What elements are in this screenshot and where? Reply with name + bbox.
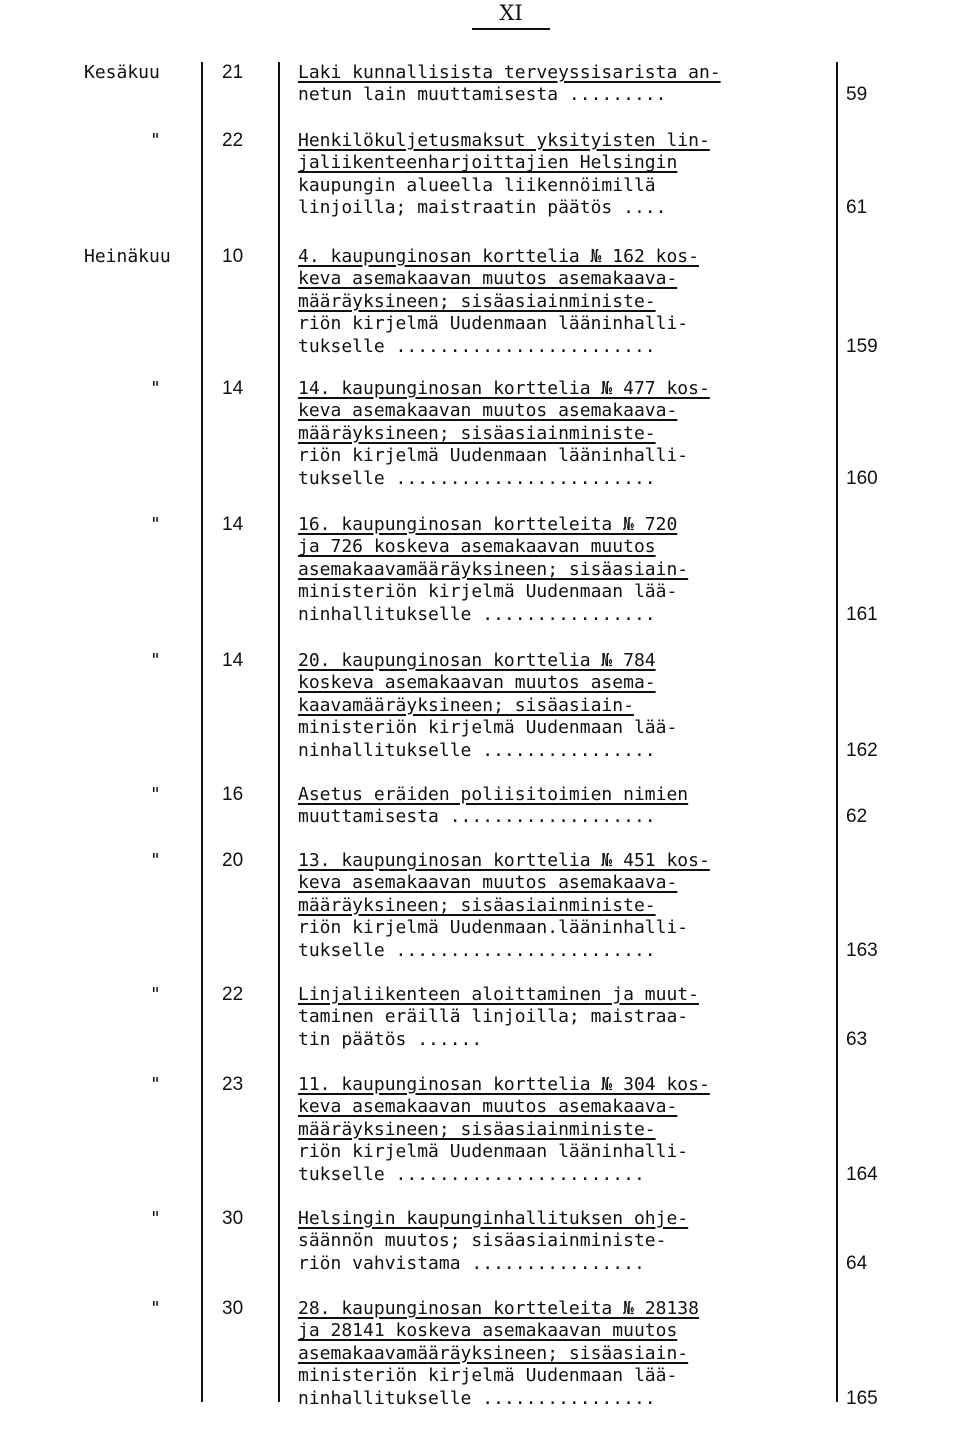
entry-page-number: 159 [846,335,878,357]
entry-month: " [150,984,161,1005]
entry-title-line: 28. kaupunginosan kortteleita № 28138 [298,1298,699,1319]
entry-title-line: 16. kaupunginosan kortteleita № 720 [298,514,678,535]
entry-title [298,984,828,1051]
entry-title-line: riön vahvistama ................ [298,1252,645,1274]
entry-title-line: riön kirjelmä Uudenmaan.lääninhalli- [298,917,689,939]
entry-title-line: keva asemakaavan muutos asemakaava- [298,400,678,422]
entry-title-line: kaupungin alueella liikennöimillä [298,174,656,196]
entry-title [298,784,828,829]
entry-title [298,130,828,220]
entry-title [298,514,828,626]
entry-title-line: tukselle ........................ [298,335,656,357]
entry-title [298,1208,828,1275]
entry-month: " [150,784,161,805]
column-rule-middle [278,62,280,1402]
entry-day: 22 [222,130,244,151]
entry-title [298,246,828,358]
entry-title-line: Helsingin kaupunginhallituksen ohje- [298,1208,689,1229]
entry-month: Heinäkuu [84,246,171,267]
entry-month: " [150,1208,161,1229]
entry-title-line: riön kirjelmä Uudenmaan lääninhalli- [298,445,689,467]
entry-day: 30 [222,1208,244,1229]
entry-title-line: riön kirjelmä Uudenmaan lääninhalli- [298,313,689,335]
entry-page-number: 160 [846,467,878,489]
entry-title-line: ninhallitukselle ................ [298,603,656,625]
entry-month: " [150,378,161,399]
entry-title-line: keva asemakaavan muutos asemakaava- [298,1096,678,1118]
entry-title-line: säännön muutos; sisäasiainministe- [298,1230,667,1252]
entry-title-line: Linjaliikenteen aloittaminen ja muut- [298,984,699,1005]
entry-title [298,850,828,962]
entry-title-line: muuttamisesta ................... [298,806,656,828]
entry-title-line: tin päätös ...... [298,1028,483,1050]
entry-title [298,1074,828,1186]
entry-title-line: ministeriön kirjelmä Uudenmaan lää- [298,581,678,603]
entry-month: Kesäkuu [84,62,160,83]
entry-title-line: Henkilökuljetusmaksut yksityisten lin- [298,130,710,151]
entry-title-line: kaavamääräyksineen; sisäasiain- [298,694,634,716]
entry-title-line: tukselle ....................... [298,1163,645,1185]
entry-title-line: riön kirjelmä Uudenmaan lääninhalli- [298,1141,689,1163]
entry-day: 22 [222,984,244,1005]
entry-day: 21 [222,62,244,83]
entry-title-line: määräyksineen; sisäasiainministe- [298,290,656,312]
entry-title-line: 13. kaupunginosan korttelia № 451 kos- [298,850,710,871]
entry-page-number: 164 [846,1163,878,1185]
entry-day: 14 [222,650,244,671]
entry-title-line: määräyksineen; sisäasiainministe- [298,1118,656,1140]
entry-title [298,1298,828,1410]
entry-title-line: koskeva asemakaavan muutos asema- [298,672,656,694]
entry-title-line: keva asemakaavan muutos asemakaava- [298,268,678,290]
entry-page-number: 64 [846,1252,868,1274]
entry-month: " [150,1298,161,1319]
entry-day: 23 [222,1074,244,1095]
entry-title-line: 20. kaupunginosan korttelia № 784 [298,650,656,671]
entry-day: 14 [222,514,244,535]
entry-title-line: ministeriön kirjelmä Uudenmaan lää- [298,1365,678,1387]
entry-page-number: 161 [846,603,878,625]
entry-page-number: 63 [846,1028,868,1050]
entry-month: " [150,650,161,671]
entry-title-line: ja 726 koskeva asemakaavan muutos [298,536,656,558]
entry-page-number: 61 [846,197,868,219]
entry-title-line: tukselle ........................ [298,467,656,489]
entry-title-line: ministeriön kirjelmä Uudenmaan lää- [298,717,678,739]
entry-day: 30 [222,1298,244,1319]
entry-title-line: asemakaavamääräyksineen; sisäasiain- [298,558,689,580]
entry-title-line: määräyksineen; sisäasiainministe- [298,422,656,444]
entry-title-line: jaliikenteenharjoittajien Helsingin [298,152,678,174]
entry-title-line: määräyksineen; sisäasiainministe- [298,894,656,916]
entry-month: " [150,1074,161,1095]
entry-title [298,378,828,490]
entry-title-line: Asetus eräiden poliisitoimien nimien [298,784,689,805]
entry-day: 10 [222,246,244,267]
entry-title-line: 14. kaupunginosan korttelia № 477 kos- [298,378,710,399]
entry-day: 20 [222,850,244,871]
entry-page-number: 165 [846,1387,878,1409]
entry-day: 16 [222,784,244,805]
entry-page-number: 62 [846,806,868,828]
entry-month: " [150,514,161,535]
entry-day: 14 [222,378,244,399]
entry-title-line: linjoilla; maistraatin päätös .... [298,197,667,219]
entry-page-number: 162 [846,739,878,761]
entry-title-line: ninhallitukselle ................ [298,739,656,761]
entry-title-line: keva asemakaavan muutos asemakaava- [298,872,678,894]
entry-title-line: 4. kaupunginosan korttelia № 162 kos- [298,246,699,267]
entry-title-line: 11. kaupunginosan korttelia № 304 kos- [298,1074,710,1095]
entry-page-number: 163 [846,939,878,961]
entry-title-line: ja 28141 koskeva asemakaavan muutos [298,1320,678,1342]
entry-title-line: netun lain muuttamisesta ......... [298,84,667,106]
entry-month: " [150,850,161,871]
entry-title-line: Laki kunnallisista terveyssisarista an- [298,62,721,83]
entry-title-line: tukselle ........................ [298,939,656,961]
entry-title-line: asemakaavamääräyksineen; sisäasiain- [298,1342,689,1364]
page-number: XI [472,0,550,30]
entry-page-number: 59 [846,84,868,106]
entry-title-line: ninhallitukselle ................ [298,1387,656,1409]
entry-title [298,62,828,107]
column-rule-left [201,62,203,1402]
column-rule-right [836,62,838,1402]
entry-title [298,650,828,762]
entry-title-line: taminen eräillä linjoilla; maistraa- [298,1006,689,1028]
entry-month: " [150,130,161,151]
